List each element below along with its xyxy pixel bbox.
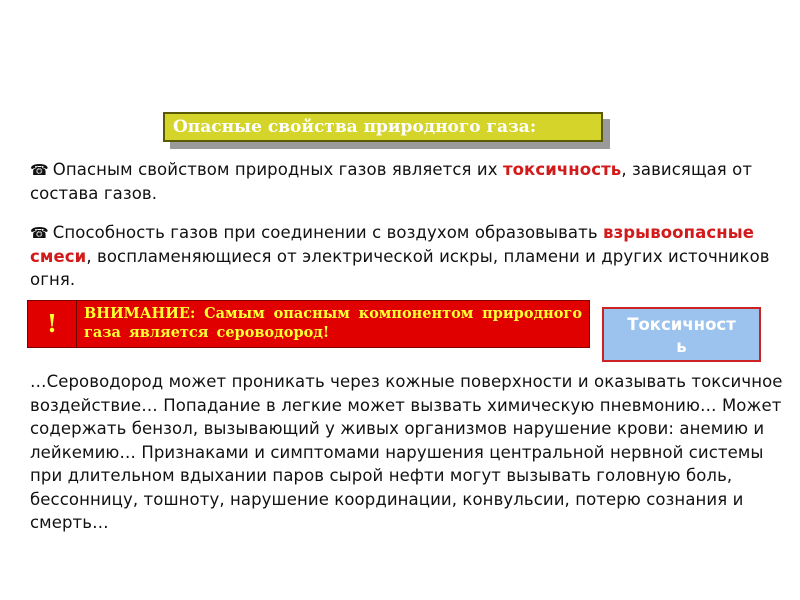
highlight-explosive: взрывоопасные смеси xyxy=(30,223,755,266)
toxicity-box xyxy=(602,307,761,362)
bullet-explosive xyxy=(30,221,795,291)
bullet-toxicity xyxy=(30,158,795,205)
telephone-icon: ☎ xyxy=(30,224,49,242)
toxicity-label-line1: Токсичност xyxy=(627,315,736,334)
bullet-text-after: , воспламеняющиеся от электрической искры, пламени и других источников огня. xyxy=(30,247,770,289)
toxicity-label xyxy=(604,314,759,358)
title-box xyxy=(163,112,603,142)
slide-title: Опасные свойства природного газа: xyxy=(173,117,537,137)
bullet-text-before: Способность газов при соединении с воздухом образовывать xyxy=(52,223,604,242)
body-paragraph: …Сероводород может проникать через кожные поверхности и оказывать токсичное воздействие… Попадание в легкие может вызвать химическую пневмонию… Может содержать бензол, вызывающий у живых организмов нарушение крови: анемию и лейкемию… Признаками и симптомами нарушения центральной нервной системы при длительном вдыхании паров сырой нефти могут вызывать головную боль, бессонницу, тошноту, нарушение координации, конвульсии, потерю сознания и смерть… xyxy=(30,372,783,532)
warning-text: ВНИМАНИЕ: Самым опасным компонентом природного газа является сероводород! xyxy=(84,305,582,341)
bullet-text-before: Опасным свойством природных газов является их xyxy=(52,160,503,179)
bullet-text-after: , зависящая от состава газов. xyxy=(30,160,753,203)
exclamation-icon: ! xyxy=(28,301,77,347)
telephone-icon: ☎ xyxy=(30,161,49,179)
toxicity-label-line2: ь xyxy=(676,337,687,356)
highlight-toxicity: токсичность xyxy=(502,160,622,179)
warning-box xyxy=(27,300,590,348)
